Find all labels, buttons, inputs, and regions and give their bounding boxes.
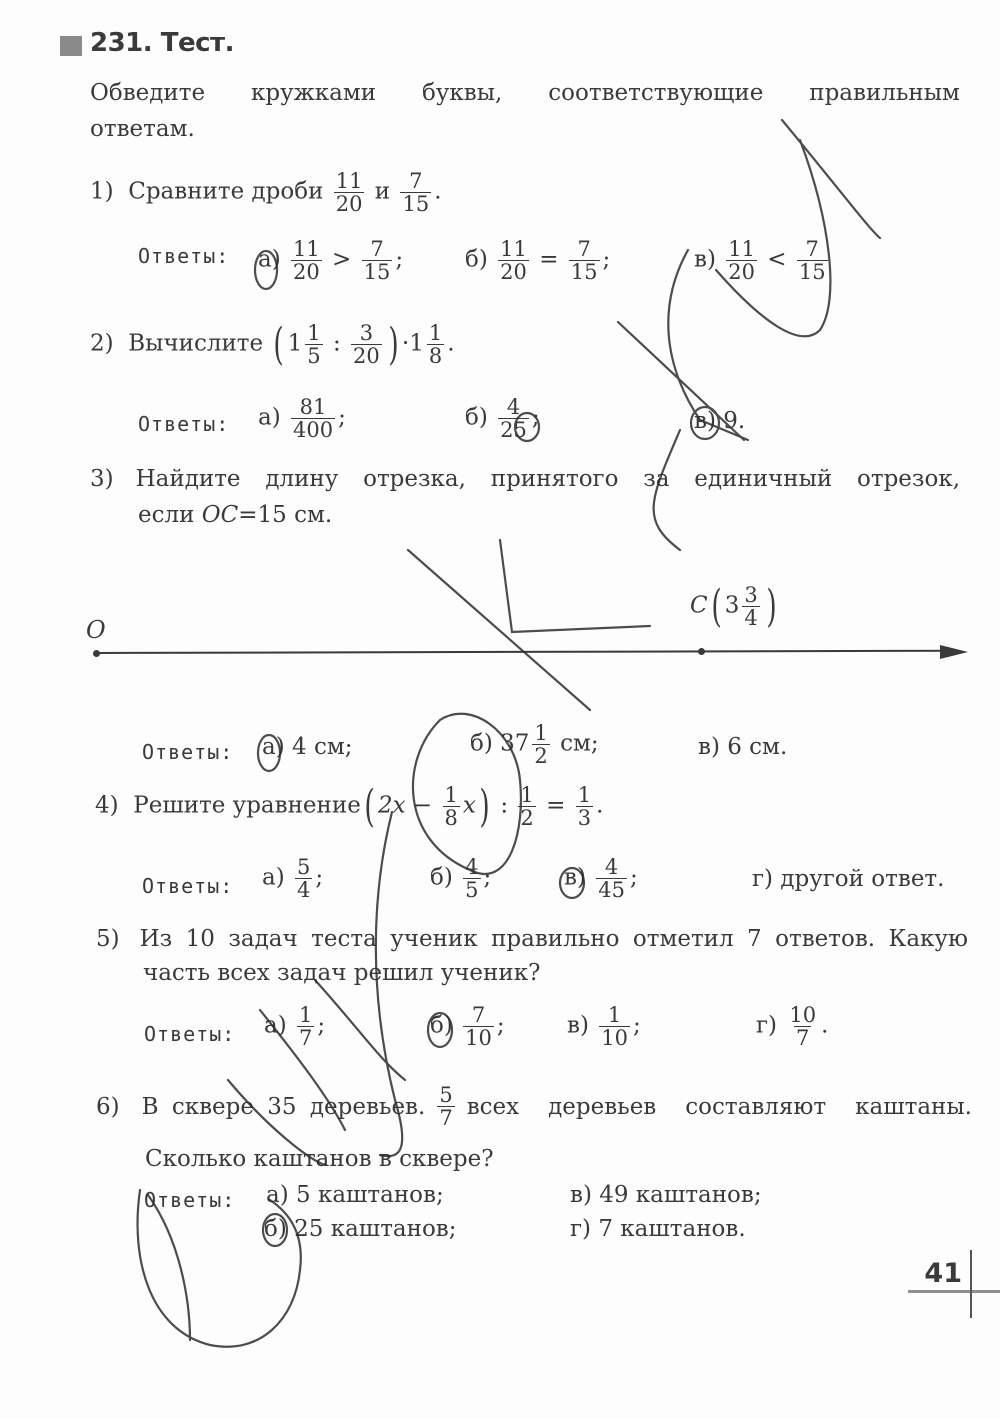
option-letter: б) (470, 730, 493, 757)
instruction-word: соответствующие (548, 80, 764, 106)
numerator: 1 (428, 321, 443, 345)
question-4 (95, 780, 604, 832)
variable: x (462, 792, 476, 819)
question-1 (90, 170, 442, 215)
conjunction: и (374, 178, 391, 205)
point-name: C (690, 592, 708, 619)
question-number: 6) (96, 1093, 120, 1120)
numerator: 1 (520, 783, 534, 807)
instruction-word: правильным (809, 80, 960, 106)
question-prompt: Найдите длину отрезка, принятого за единичный отрезок, (135, 466, 960, 492)
number-line (96, 650, 956, 654)
option-4a[interactable] (262, 856, 323, 901)
question-prompt: Решите уравнение (133, 792, 361, 819)
question-prompt: В сквере 35 деревьев. (141, 1093, 426, 1120)
numerator: 4 (465, 855, 479, 879)
whole-part: 3 (724, 592, 740, 619)
option-4g[interactable] (752, 866, 944, 892)
option-letter: б) (264, 1216, 287, 1242)
denominator: 15 (363, 260, 391, 285)
answers-label-text: Ответы: (144, 1188, 236, 1212)
exercise-number: 231. (90, 28, 153, 58)
denominator: 2 (520, 806, 534, 831)
punct: ; (395, 246, 404, 273)
question-number: 4) (95, 792, 119, 819)
fraction (291, 238, 322, 283)
option-value: 9. (723, 408, 746, 434)
exercise-title (90, 28, 234, 58)
option-letter: а) (262, 734, 285, 760)
punct: ; (315, 864, 324, 891)
question-6-line-1 (96, 1084, 972, 1129)
numerator: 5 (297, 855, 311, 879)
operator: : (500, 792, 509, 819)
fraction (498, 238, 529, 283)
option-letter: а) (258, 246, 281, 273)
option-value: 25 каштанов; (294, 1216, 457, 1242)
numerator: 7 (370, 237, 384, 261)
operator: > (332, 246, 352, 273)
question-number: 3) (90, 466, 114, 492)
denominator: 15 (798, 260, 826, 285)
punct: ; (338, 404, 346, 431)
fraction (596, 856, 627, 901)
question-prompt: Сравните дроби (128, 178, 324, 205)
denominator: 400 (293, 418, 334, 443)
option-letter: а) (266, 1182, 289, 1208)
option-letter: г) (752, 866, 774, 892)
fraction (437, 1084, 454, 1129)
denominator: 20 (353, 344, 380, 369)
question-number: 5) (96, 926, 120, 952)
option-4b[interactable] (430, 856, 491, 901)
operator: = (546, 792, 566, 819)
numerator: 1 (534, 721, 548, 745)
answers-label (144, 1022, 235, 1046)
option-value: 49 каштанов; (599, 1182, 762, 1208)
option-6g[interactable] (570, 1216, 746, 1242)
fraction (351, 322, 382, 367)
paren-open: ( (711, 580, 722, 632)
operator: · (401, 330, 410, 357)
denominator: 5 (465, 878, 479, 903)
operator: − (412, 792, 433, 819)
number-line-arrow (940, 645, 968, 659)
fraction (797, 238, 828, 283)
numerator: 10 (789, 1003, 817, 1027)
point-c-label (690, 580, 780, 632)
option-value: 4 см; (292, 734, 353, 760)
punct: ; (531, 404, 540, 431)
option-letter: а) (258, 404, 281, 431)
punct: . (596, 792, 604, 819)
denominator: 4 (297, 878, 311, 903)
denominator: 7 (796, 1026, 810, 1051)
numerator: 1 (299, 1003, 313, 1027)
punct: ; (317, 1012, 326, 1039)
segment-name: OC (201, 502, 239, 528)
operator: < (767, 246, 787, 273)
option-5v[interactable] (567, 1004, 641, 1049)
option-value: 7 каштанов. (598, 1216, 746, 1242)
option-letter: а) (262, 864, 285, 891)
option-1b[interactable] (465, 238, 610, 283)
option-letter: в) (564, 864, 586, 891)
denominator: 5 (307, 344, 321, 369)
question-3-line-1 (90, 466, 960, 492)
answers-label-text: Ответы: (138, 244, 230, 268)
option-letter: б) (430, 864, 453, 891)
punct: . (821, 1012, 829, 1039)
instruction-word: буквы, (422, 80, 503, 106)
paren-open: ( (273, 318, 285, 370)
option-5g[interactable] (756, 1004, 828, 1049)
punct: ; (632, 1012, 641, 1039)
page-number: 41 (924, 1258, 962, 1289)
option-letter: г) (570, 1216, 592, 1242)
fraction (498, 396, 529, 441)
denominator: 20 (500, 260, 527, 285)
paren-open: ( (364, 780, 375, 832)
denominator: 15 (402, 192, 430, 217)
answers-label (142, 740, 233, 764)
option-2v[interactable] (694, 408, 745, 434)
numerator: 3 (359, 321, 374, 345)
numerator: 7 (471, 1003, 486, 1027)
option-2b[interactable] (465, 396, 540, 441)
option-letter: в) (698, 734, 720, 760)
numerator: 7 (805, 237, 819, 261)
option-letter: г) (756, 1012, 778, 1039)
fraction (400, 170, 431, 215)
operator: : (332, 330, 341, 357)
answers-label (138, 244, 229, 268)
option-value: 37 (500, 730, 530, 757)
option-2a[interactable] (258, 396, 346, 441)
operator: = (539, 246, 559, 273)
option-letter: а) (264, 1012, 287, 1039)
denominator: 4 (744, 606, 758, 631)
option-letter: б) (465, 246, 488, 273)
option-5b[interactable] (430, 1004, 505, 1049)
numerator: 81 (299, 395, 327, 419)
numerator: 1 (607, 1003, 622, 1027)
fraction (463, 1004, 494, 1049)
fraction (576, 784, 593, 829)
page-number-divider (970, 1250, 972, 1318)
instruction-line-2: ответам. (90, 116, 195, 142)
question-prompt: всех деревьев составляют каштаны. (466, 1093, 972, 1120)
numerator: 1 (307, 321, 321, 345)
option-4v[interactable] (564, 856, 638, 901)
denominator: 7 (299, 1026, 313, 1051)
paren-close: ) (766, 580, 777, 632)
option-letter: в) (694, 246, 716, 273)
option-6v[interactable] (570, 1182, 762, 1208)
denominator: 25 (500, 418, 527, 443)
exercise-marker-square (60, 36, 82, 56)
answers-label (144, 1188, 235, 1212)
numerator: 7 (409, 169, 423, 193)
denominator: 45 (598, 878, 625, 903)
option-6a[interactable] (266, 1182, 444, 1208)
denominator: 8 (428, 344, 443, 369)
fraction (518, 784, 535, 829)
whole-part: 1 (409, 330, 424, 357)
term: 2x (377, 792, 406, 819)
instruction-word: Обведите (90, 80, 206, 106)
prompt-text: если (138, 502, 195, 528)
denominator: 20 (335, 192, 363, 217)
question-6-line-2: Сколько каштанов в сквере? (145, 1146, 494, 1172)
numerator: 11 (293, 237, 320, 261)
fraction (291, 396, 335, 441)
fraction (787, 1004, 818, 1049)
answers-label-text: Ответы: (144, 1022, 236, 1046)
option-1a[interactable] (258, 238, 403, 283)
fraction (443, 784, 460, 829)
option-letter: б) (465, 404, 488, 431)
answers-label (138, 412, 229, 436)
option-3b[interactable] (470, 722, 599, 767)
origin-label: O (86, 616, 106, 644)
option-letter: в) (567, 1012, 589, 1039)
question-prompt: Из 10 задач теста ученик правильно отметил 7 ответов. Какую (139, 926, 968, 952)
denominator: 20 (728, 260, 755, 285)
answers-label-text: Ответы: (138, 412, 230, 436)
denominator: 2 (534, 744, 548, 769)
point-o (93, 650, 100, 657)
numerator: 3 (744, 583, 758, 607)
question-5-line-1 (96, 926, 968, 952)
point-c (698, 648, 705, 655)
denominator: 20 (293, 260, 320, 285)
paren-close: ) (479, 780, 490, 832)
option-value: см; (560, 730, 599, 757)
question-number: 1) (90, 178, 114, 205)
fraction (305, 322, 322, 367)
instruction-word: кружками (251, 80, 377, 106)
option-3a[interactable] (262, 734, 352, 760)
punct: ; (483, 864, 492, 891)
option-letter: в) (694, 408, 716, 434)
question-number: 2) (90, 330, 114, 357)
question-3-line-2 (138, 502, 332, 528)
denominator: 8 (444, 806, 458, 831)
whole-part: 1 (287, 330, 303, 357)
option-3v[interactable] (698, 734, 787, 760)
exercise-title-text: Тест. (160, 28, 234, 58)
fraction (532, 722, 549, 767)
punct: . (434, 178, 442, 205)
numerator: 11 (335, 169, 363, 193)
fraction (362, 238, 393, 283)
fraction (295, 856, 312, 901)
punct: ; (629, 864, 638, 891)
numerator: 5 (439, 1083, 453, 1107)
fraction (297, 1004, 314, 1049)
punct: ; (496, 1012, 505, 1039)
page-number-rule (908, 1290, 1000, 1293)
fraction (427, 322, 444, 367)
punct: ; (602, 246, 611, 273)
fraction (334, 170, 365, 215)
fraction (726, 238, 757, 283)
denominator: 15 (570, 260, 598, 285)
denominator: 7 (439, 1106, 453, 1131)
numerator: 7 (577, 237, 591, 261)
paren-close: ) (388, 318, 399, 370)
numerator: 11 (500, 237, 527, 261)
fraction (569, 238, 600, 283)
answers-label (142, 874, 233, 898)
option-letter: в) (570, 1182, 592, 1208)
answers-label-text: Ответы: (142, 874, 234, 898)
instruction-line-1 (90, 80, 960, 106)
denominator: 3 (577, 806, 592, 831)
numerator: 4 (604, 855, 619, 879)
option-value: другой ответ. (780, 866, 945, 892)
prompt-text: =15 см. (238, 502, 333, 528)
option-value: 5 каштанов; (296, 1182, 444, 1208)
option-letter: б) (430, 1012, 453, 1039)
fraction (742, 584, 759, 629)
numerator: 1 (577, 783, 592, 807)
numerator: 4 (506, 395, 521, 419)
denominator: 10 (465, 1026, 492, 1051)
answers-label-text: Ответы: (142, 740, 234, 764)
question-prompt: Вычислите (128, 330, 264, 357)
punct: . (447, 330, 455, 357)
numerator: 11 (728, 237, 755, 261)
question-5-line-2: часть всех задач решил ученик? (143, 960, 541, 986)
option-1v[interactable] (694, 238, 831, 283)
numerator: 1 (444, 783, 458, 807)
question-2 (90, 318, 455, 370)
fraction (463, 856, 480, 901)
fraction (599, 1004, 630, 1049)
option-5a[interactable] (264, 1004, 325, 1049)
denominator: 10 (601, 1026, 628, 1051)
option-value: 6 см. (727, 734, 788, 760)
option-6b[interactable] (264, 1216, 457, 1242)
